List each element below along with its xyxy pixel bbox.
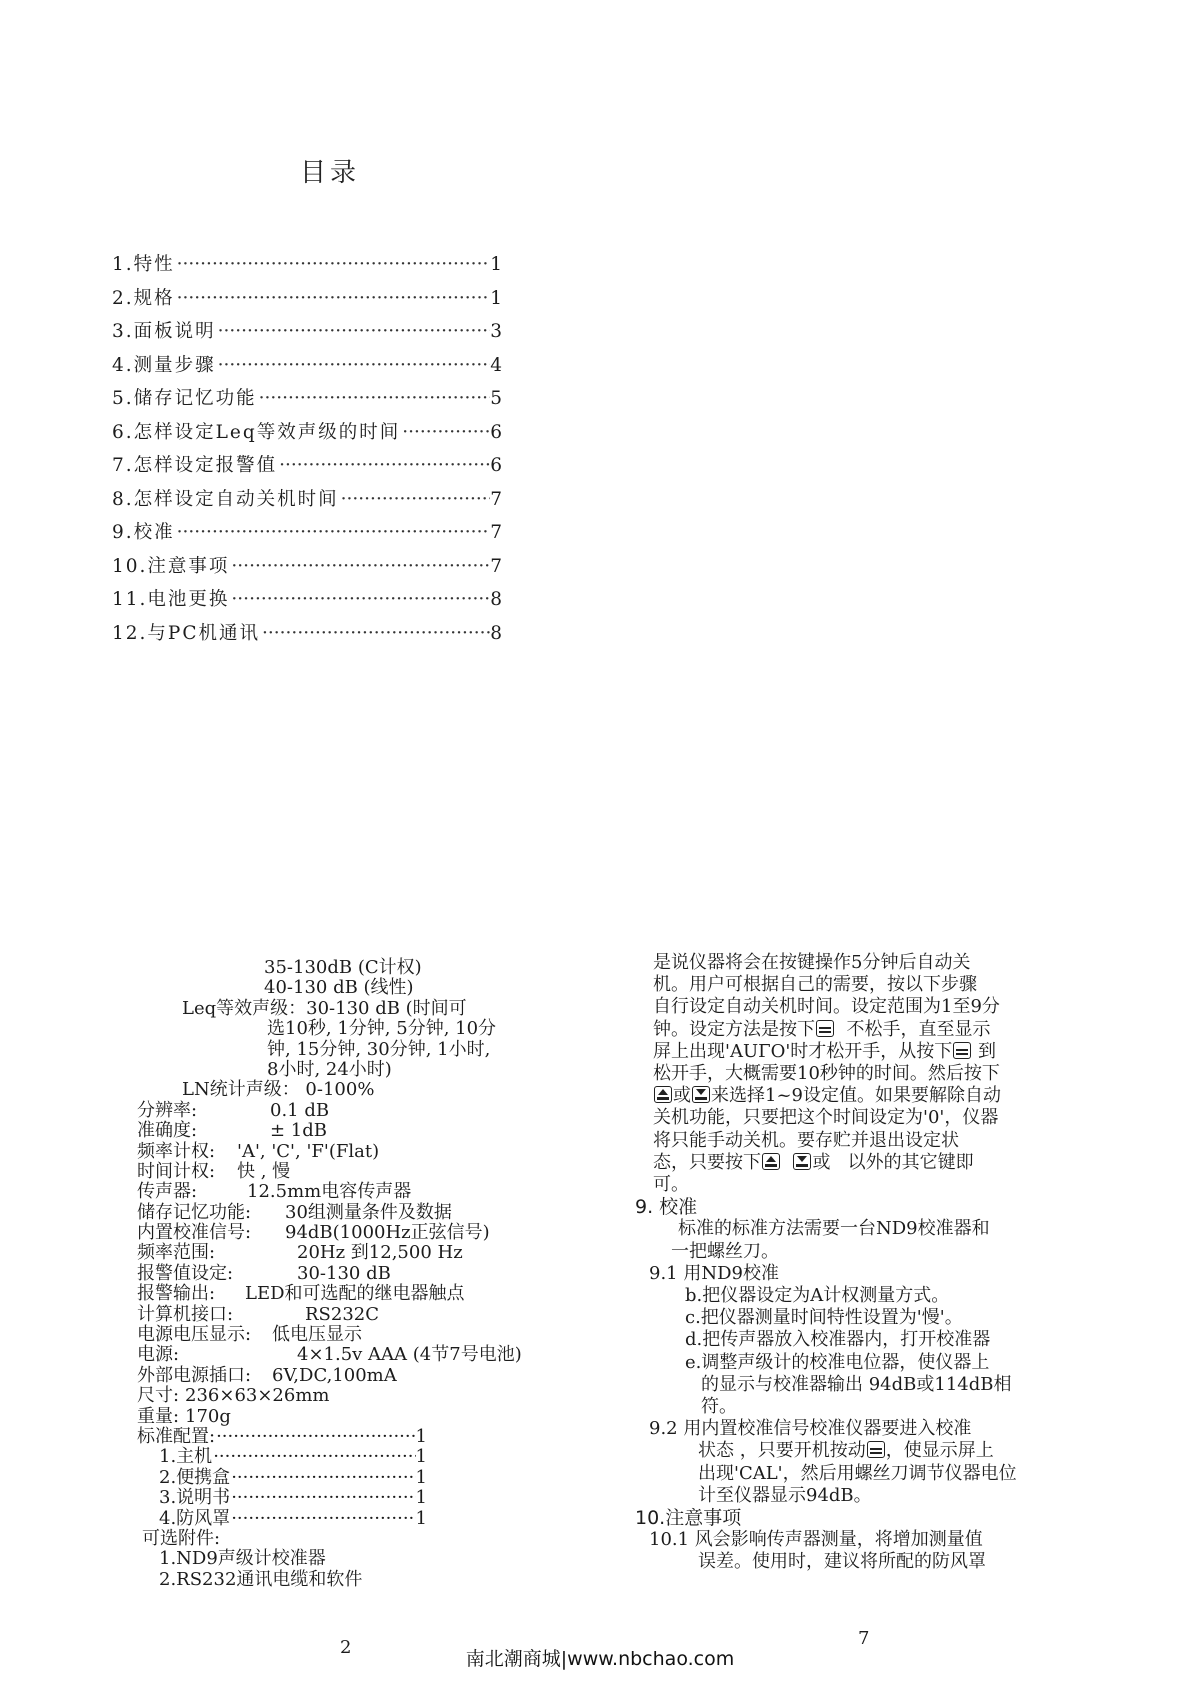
text-line — [635, 1085, 1100, 1107]
toc-leader — [216, 355, 491, 376]
table-of-contents — [112, 250, 502, 652]
toc-leader — [175, 288, 491, 309]
toc-item-label: 5.储存记忆功能 — [112, 388, 257, 409]
spec-value: 30组测量条件及数据 — [285, 1201, 452, 1223]
spec-value: ± 1dB — [270, 1120, 328, 1142]
toc-leader — [277, 455, 490, 476]
toc-item[interactable] — [112, 317, 502, 351]
spec-value: 20Hz 到12,500 Hz — [297, 1242, 463, 1264]
spec-row — [137, 1223, 607, 1243]
toc-item-label: 7.怎样设定报警值 — [112, 455, 278, 476]
text-line: 计至仪器显示94dB。 — [698, 1484, 872, 1506]
spec-row — [137, 1325, 607, 1345]
spec-leq-line: 钟, 15分钟, 30分钟, 1小时, — [267, 1038, 491, 1060]
page-number-right: 7 — [858, 1628, 870, 1649]
spec-value: 0.1 dB — [270, 1099, 330, 1121]
text-line: 出现'CAL'，然后用螺丝刀调节仪器电位 — [698, 1462, 1017, 1484]
save-up-key-icon — [654, 1086, 672, 1103]
toc-item-label: 8.怎样设定自动关机时间 — [112, 488, 339, 510]
std-item-qty: 1 — [415, 1507, 427, 1529]
text-fragment: 不松手，直至显示 — [846, 1018, 991, 1040]
toc-item-label: 11.电池更换 — [112, 589, 230, 610]
spec-leq-line: Leq等效声级：30-130 dB (时间可 — [182, 997, 467, 1019]
toc-item[interactable] — [112, 552, 502, 586]
spec-range-c: 35-130dB (C计权) — [264, 957, 422, 978]
config-leader — [230, 1509, 415, 1529]
toc-item[interactable] — [112, 585, 502, 619]
std-config-label: 标准配置: — [137, 1425, 216, 1447]
spec-value: 94dB(1000Hz正弦信号) — [285, 1222, 490, 1244]
spec-row — [137, 1121, 607, 1141]
spec-row — [137, 1264, 607, 1284]
spec-leq-line: 选10秒, 1分钟, 5分钟, 10分 — [267, 1018, 497, 1040]
text-fragment: 态，只要按下 — [653, 1151, 761, 1173]
spec-label: 尺寸: — [137, 1385, 180, 1407]
toc-item-page: 7 — [490, 488, 502, 510]
step-item: c.把仪器测量时间特性设置为'慢'。 — [685, 1307, 963, 1329]
toc-item-page: 7 — [490, 555, 502, 577]
step-item: 符。 — [701, 1396, 737, 1418]
del-menu-key-icon — [953, 1042, 971, 1059]
toc-item-page: 1 — [490, 287, 502, 309]
text-line — [635, 1152, 1100, 1174]
text-line: 一把螺丝刀。 — [671, 1240, 779, 1262]
toc-item-page: 5 — [490, 388, 502, 409]
toc-item-page: 7 — [490, 522, 502, 543]
spec-row — [137, 1407, 607, 1427]
toc-item[interactable] — [112, 485, 502, 519]
spec-label: 计算机接口: — [137, 1303, 234, 1325]
instructions-column — [635, 952, 1100, 1574]
optional-item: 2.RS232通讯电缆和软件 — [159, 1568, 363, 1590]
text-line: 将只能手动关机。要存贮并退出设定状 — [653, 1129, 959, 1151]
text-fragment: 状态 ，只要开机按动 — [698, 1440, 866, 1462]
toc-leader — [260, 623, 490, 644]
std-config-row — [137, 1427, 427, 1447]
spec-label: 电源: — [137, 1344, 180, 1366]
step-item: e.调整声级计的校准电位器，使仪器上 — [685, 1351, 990, 1373]
spec-row — [137, 1142, 607, 1162]
footer-site-link[interactable]: 南北潮商城|www.nbchao.com — [465, 1648, 735, 1670]
spec-value: 低电压显示 — [272, 1324, 362, 1346]
toc-leader — [175, 522, 491, 543]
std-config-item — [137, 1447, 427, 1467]
toc-item[interactable] — [112, 284, 502, 318]
save-up-key-icon — [762, 1153, 780, 1170]
text-line: 关机功能，只要把这个时间设定为'0'，仪器 — [653, 1107, 999, 1129]
step-item: 的显示与校准器输出 94dB或114dB相 — [701, 1373, 1012, 1395]
std-config-qty: 1 — [415, 1425, 427, 1447]
spec-value: 30-130 dB — [297, 1262, 391, 1284]
std-config-item — [137, 1509, 427, 1529]
spec-label: 频率计权: — [137, 1140, 216, 1162]
std-config-item — [137, 1468, 427, 1488]
config-leader — [230, 1488, 415, 1508]
toc-leader — [257, 388, 491, 409]
text-fragment: 或 — [812, 1151, 831, 1173]
spec-ln: LN统计声级： 0-100% — [182, 1079, 375, 1101]
del-menu-key-icon — [816, 1020, 834, 1037]
spec-row — [137, 1386, 607, 1406]
toc-item-label: 9.校准 — [112, 522, 175, 543]
toc-item-page: 8 — [490, 589, 502, 610]
step-item: b.把仪器设定为A计权测量方式。 — [685, 1285, 950, 1307]
std-item-qty: 1 — [415, 1446, 427, 1468]
std-config-item — [137, 1488, 427, 1508]
spec-label: 时间计权: — [137, 1160, 216, 1182]
toc-item-page: 4 — [490, 354, 502, 376]
spec-value: RS232C — [305, 1303, 380, 1325]
spec-row — [137, 1182, 607, 1202]
spec-row — [137, 1305, 607, 1325]
toc-leader — [216, 321, 491, 342]
text-fragment: ，使显示屏上 — [885, 1440, 994, 1462]
std-item-label: 3.说明书 — [159, 1487, 231, 1509]
optional-title: 可选附件: — [142, 1527, 221, 1549]
toc-leader — [175, 254, 491, 275]
spec-value: 6V,DC,100mA — [272, 1364, 397, 1386]
spec-value: 12.5mm电容传声器 — [247, 1181, 412, 1203]
page-number-left: 2 — [340, 1637, 352, 1658]
spec-label: 报警值设定: — [137, 1262, 234, 1284]
text-line: 误差。使用时，建议将所配的防风罩 — [698, 1551, 986, 1573]
text-line: 10.1 风会影响传声器测量，将增加测量值 — [649, 1529, 983, 1551]
toc-item[interactable] — [112, 451, 502, 485]
toc-item-label: 10.注意事项 — [112, 555, 230, 577]
std-item-qty: 1 — [415, 1487, 427, 1509]
text-line: 松开手，大概需要10秒钟的时间。然后按下 — [653, 1063, 1000, 1085]
std-item-label: 4.防风罩 — [159, 1507, 231, 1529]
config-leader — [230, 1468, 415, 1488]
spec-leq-line: 8小时, 24小时) — [267, 1058, 392, 1080]
spec-column — [137, 958, 607, 1590]
step-item: d.把传声器放入校准器内，打开校准器 — [685, 1329, 991, 1351]
toc-item-label: 2.规格 — [112, 287, 175, 309]
config-leader — [212, 1447, 415, 1467]
toc-item-page: 3 — [490, 321, 502, 342]
spec-range-linear: 40-130 dB (线性) — [264, 977, 414, 999]
section-heading-calibration: 9. 校准 — [635, 1196, 698, 1219]
text-fragment: 到 — [978, 1040, 997, 1062]
toc-item-page: 6 — [490, 455, 502, 476]
text-fragment: 或 — [673, 1085, 691, 1107]
section-heading-notes: 10.注意事项 — [635, 1507, 742, 1530]
text-line: 可。 — [653, 1174, 689, 1196]
spec-value: 'A', 'C', 'F'(Flat) — [237, 1140, 380, 1162]
text-line — [635, 1019, 1100, 1041]
spec-value: LED和可选配的继电器触点 — [245, 1283, 465, 1305]
toc-item-label: 12.与PC机通讯 — [112, 622, 261, 644]
text-line — [635, 1041, 1100, 1063]
optional-item: 1.ND9声级计校准器 — [159, 1548, 326, 1570]
spec-value: 170g — [185, 1405, 231, 1427]
toc-item-page: 1 — [490, 254, 502, 275]
spec-row — [137, 1243, 607, 1263]
std-item-qty: 1 — [415, 1466, 427, 1488]
toc-leader — [400, 422, 490, 443]
toc-item-label: 1.特性 — [112, 254, 175, 275]
config-leader — [215, 1427, 415, 1447]
power-key-icon — [867, 1441, 885, 1458]
toc-leader — [229, 589, 490, 610]
toc-item-label: 3.面板说明 — [112, 321, 216, 342]
toc-item[interactable] — [112, 518, 502, 552]
spec-label: 频率范围: — [137, 1242, 216, 1264]
spec-row — [137, 1203, 607, 1223]
text-line: 是说仪器将会在按键操作5分钟后自动关 — [653, 952, 971, 973]
spec-row — [137, 1101, 607, 1121]
std-item-label: 2.便携盒 — [159, 1466, 231, 1488]
spec-label: 传声器: — [137, 1181, 198, 1203]
text-line: 机。用户可根据自己的需要，按以下步骤 — [653, 974, 977, 996]
spec-label: 报警输出: — [137, 1283, 216, 1305]
spec-label: 内置校准信号: — [137, 1222, 252, 1244]
spec-label: 外部电源插口: — [137, 1364, 252, 1386]
toc-item-page: 8 — [490, 622, 502, 644]
spec-label: 储存记忆功能: — [137, 1201, 252, 1223]
text-line: 自行设定自动关机时间。设定范围为1至9分 — [653, 996, 1000, 1018]
spec-value: 236×63×26mm — [185, 1385, 330, 1407]
spec-value: 4×1.5v AAA (4节7号电池) — [297, 1344, 522, 1366]
text-line — [635, 1440, 1100, 1462]
toc-item[interactable] — [112, 619, 502, 653]
toc-item-page: 6 — [490, 421, 502, 443]
subsection-heading: 9.2 用内置校准信号校准仪器要进入校准 — [649, 1418, 972, 1440]
spec-value: 快 , 慢 — [237, 1160, 291, 1182]
toc-title: 目录 — [300, 158, 361, 188]
read-down-key-icon — [692, 1086, 710, 1103]
spec-row — [137, 1162, 607, 1182]
toc-item[interactable] — [112, 351, 502, 385]
text-fragment: 以外的其它键即 — [847, 1151, 974, 1173]
text-fragment: 屏上出现'AUΓO'时才松开手，从按下 — [653, 1040, 953, 1062]
toc-item-label: 4.测量步骤 — [112, 354, 216, 376]
text-line: 标准的标准方法需要一台ND9校准器和 — [678, 1218, 990, 1240]
spec-label: 电源电压显示: — [137, 1324, 252, 1346]
spec-row — [137, 1345, 607, 1365]
spec-label: 准确度: — [137, 1120, 198, 1142]
subsection-heading: 9.1 用ND9校准 — [649, 1262, 779, 1284]
spec-row — [137, 1366, 607, 1386]
toc-item[interactable] — [112, 418, 502, 452]
std-item-label: 1.主机 — [159, 1446, 213, 1468]
toc-item-label: 6.怎样设定Leq等效声级的时间 — [112, 421, 401, 443]
toc-leader — [229, 556, 490, 577]
spec-row — [137, 1284, 607, 1304]
read-down-key-icon — [793, 1153, 811, 1170]
toc-item[interactable] — [112, 384, 502, 418]
text-fragment: 钟。设定方法是按下 — [653, 1018, 815, 1040]
toc-item[interactable] — [112, 250, 502, 284]
text-fragment: 来选择1~9设定值。如果要解除自动 — [711, 1085, 1001, 1107]
toc-leader — [339, 489, 491, 510]
spec-label: 重量: — [137, 1405, 180, 1427]
spec-label: 分辨率: — [137, 1099, 198, 1121]
